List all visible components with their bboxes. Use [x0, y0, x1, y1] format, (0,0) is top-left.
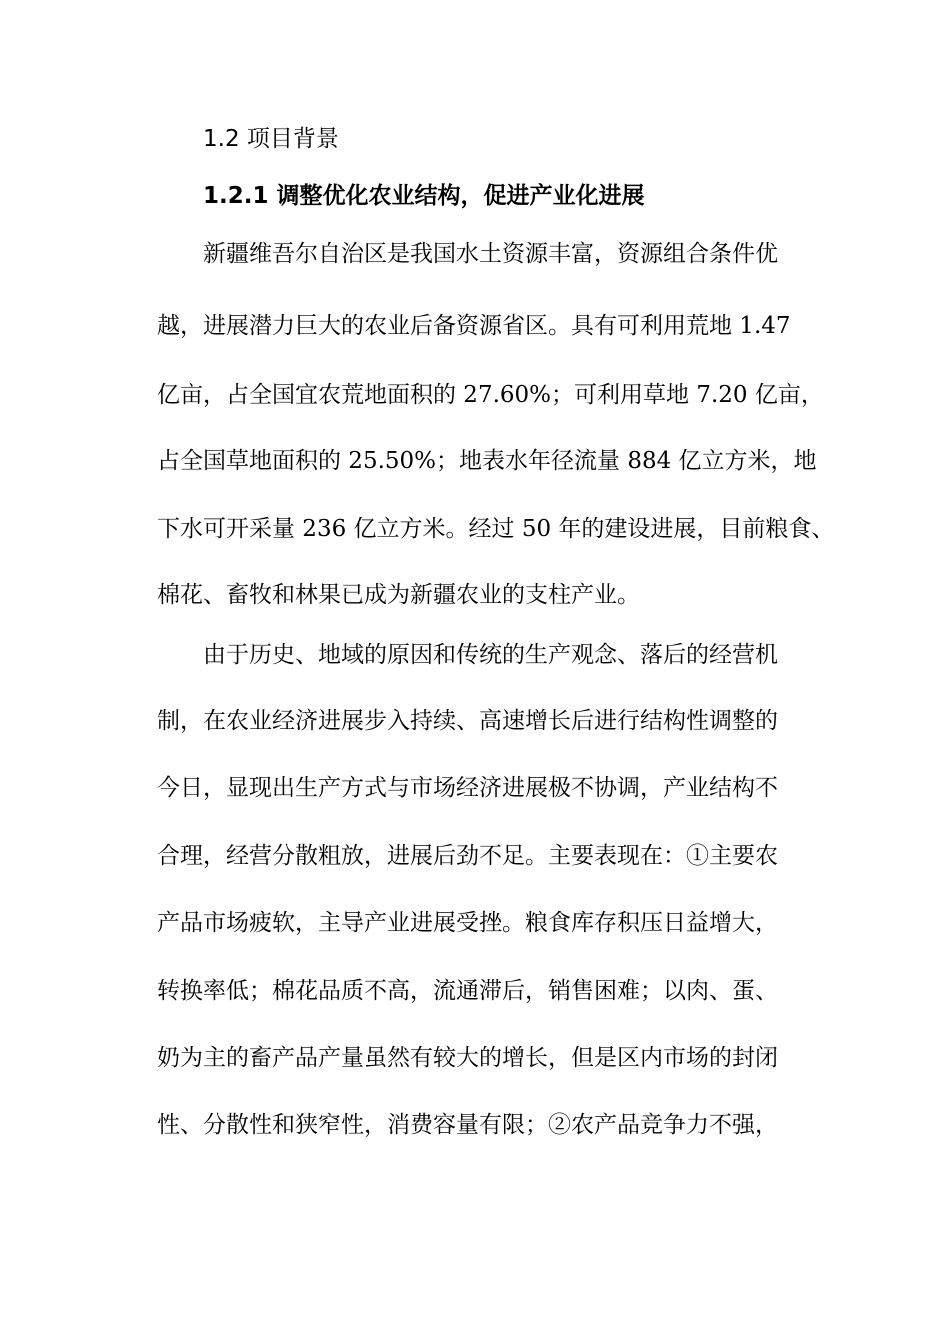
paragraph-2-line-2: 制，在农业经济进展步入持续、高速增长后进行结构性调整的 [157, 708, 778, 734]
paragraph-1-line-2: 越，进展潜力巨大的农业后备资源省区。具有可利用荒地 1.47 [157, 313, 791, 339]
paragraph-1-line-1: 新疆维吾尔自治区是我国水土资源丰富，资源组合条件优 [203, 241, 778, 267]
paragraph-1-line-3: 亿亩，占全国宜农荒地面积的 27.60%；可利用草地 7.20 亿亩， [157, 382, 824, 408]
paragraph-2-line-1: 由于历史、地域的原因和传统的生产观念、落后的经营机 [203, 642, 778, 668]
subsection-heading: 1.2.1 调整优化农业结构，促进产业化进展 [203, 183, 645, 209]
paragraph-2-line-4: 合理，经营分散粗放，进展后劲不足。主要表现在：①主要农 [157, 843, 778, 869]
paragraph-1-line-5: 下水可开采量 236 亿立方米。经过 50 年的建设进展，目前粮食、 [157, 516, 835, 542]
paragraph-2-line-5: 产品市场疲软，主导产业进展受挫。粮食库存积压日益增大， [157, 910, 778, 936]
paragraph-2-line-3: 今日，显现出生产方式与市场经济进展极不协调，产业结构不 [157, 775, 778, 801]
paragraph-2-line-7: 奶为主的畜产品产量虽然有较大的增长，但是区内市场的封闭 [157, 1045, 778, 1071]
section-heading: 1.2 项目背景 [203, 126, 339, 152]
paragraph-1-line-6: 棉花、畜牧和林果已成为新疆农业的支柱产业。 [157, 582, 640, 608]
paragraph-2-line-6: 转换率低；棉花品质不高，流通滞后，销售困难；以肉、蛋、 [157, 978, 778, 1004]
paragraph-2-line-8: 性、分散性和狭窄性，消费容量有限；②农产品竞争力不强， [157, 1112, 778, 1138]
paragraph-1-line-4: 占全国草地面积的 25.50%；地表水年径流量 884 亿立方米，地 [157, 448, 817, 474]
